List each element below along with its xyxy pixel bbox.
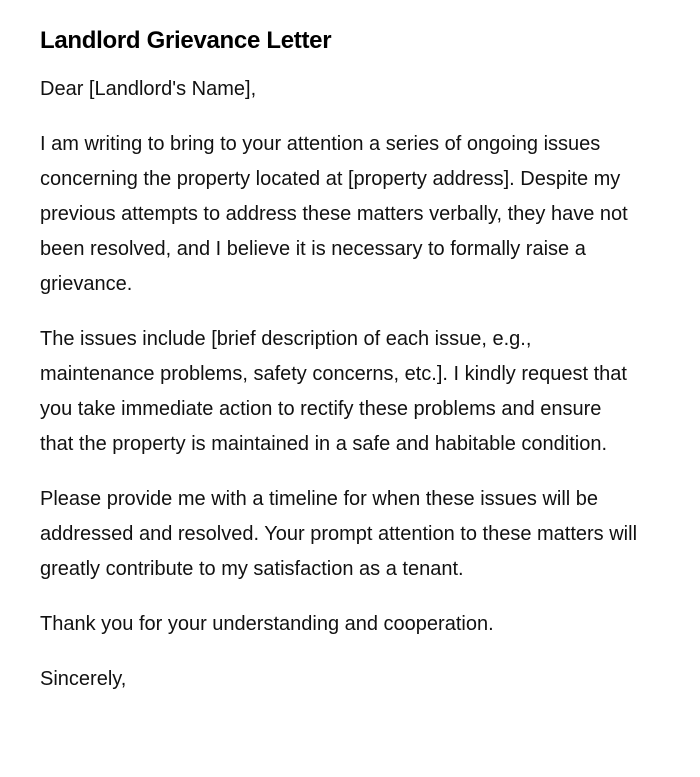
letter-document <box>40 24 640 717</box>
letter-closing: Sincerely, <box>40 668 127 690</box>
letter-salutation: Dear [Landlord's Name], <box>40 78 257 100</box>
letter-paragraph-thanks: Thank you for your understanding and cooperation. <box>40 613 494 635</box>
letter-paragraph-intro: I am writing to bring to your attention a series of ongoing issues concerning the property located at [property address]. Despite my previous attempts to address these matters verbally, they have not been resolved, and I believe it is necessary to formally raise a grievance. <box>40 133 628 295</box>
letter-title: Landlord Grievance Letter <box>40 27 332 54</box>
letter-paragraph-timeline: Please provide me with a timeline for when these issues will be addressed and resolved. Your prompt attention to these matters will greatly contribute to my satisfaction as a tenant. <box>40 488 638 580</box>
letter-paragraph-issues: The issues include [brief description of each issue, e.g., maintenance problems, safety concerns, etc.]. I kindly request that you take immediate action to rectify these problems and ensure that the property is maintained in a safe and habitable condition. <box>40 328 627 455</box>
